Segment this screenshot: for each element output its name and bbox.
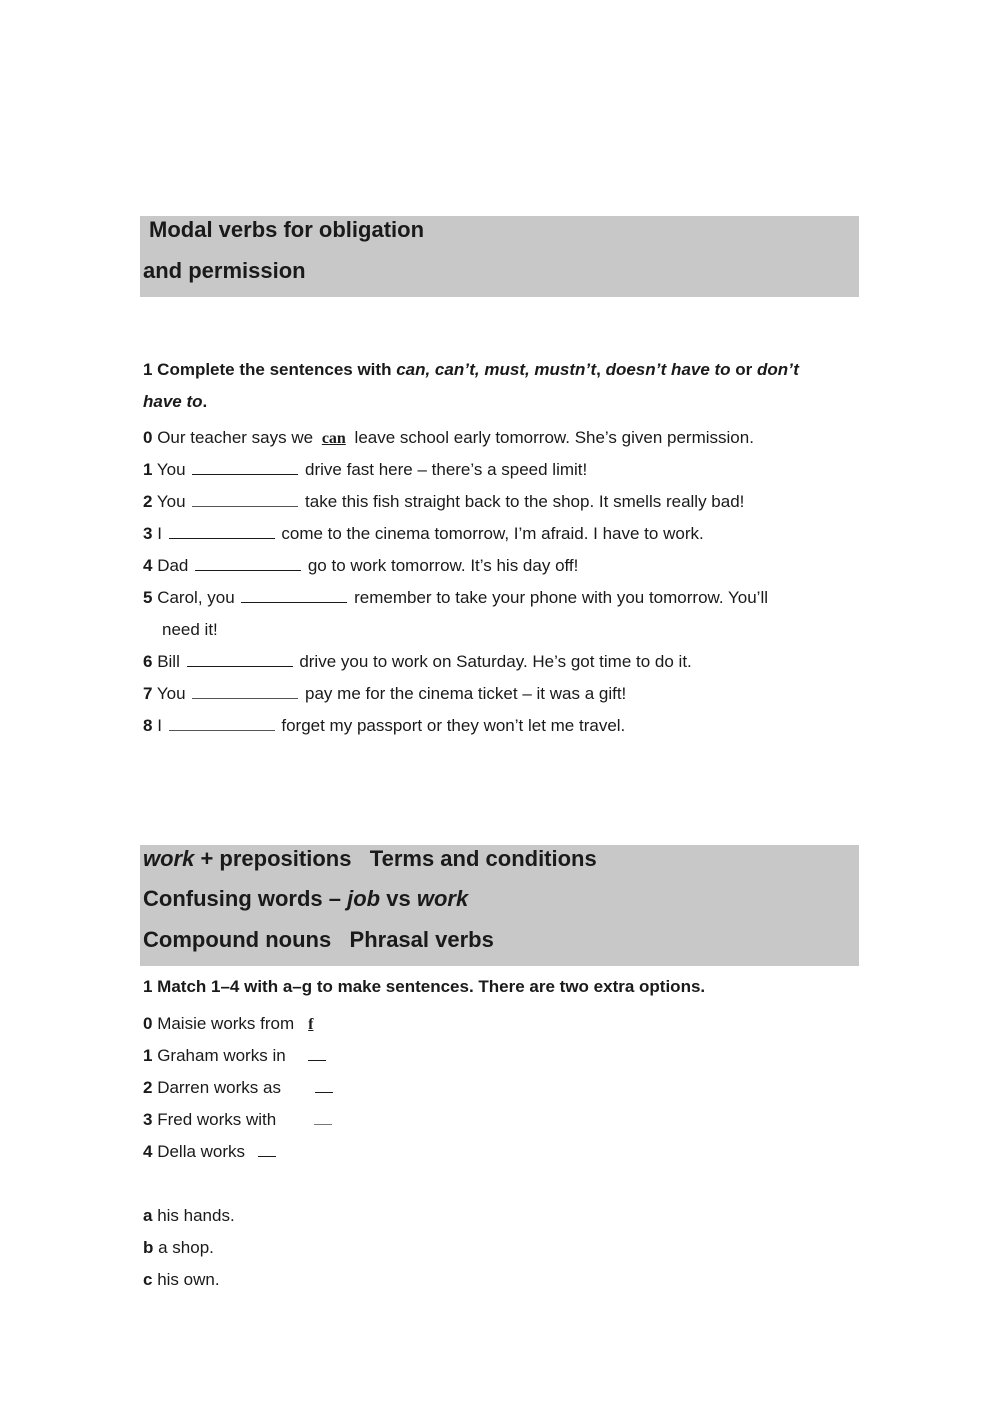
sentence-item-5: 5 Carol, you remember to take your phone with you tomorrow. You’ll xyxy=(143,588,769,607)
sentence-item-2: 2 You take this fish straight back to the shop. It smells really bad! xyxy=(143,492,745,511)
answer-blank-8[interactable] xyxy=(169,729,275,731)
answer-blank-7[interactable] xyxy=(192,697,298,699)
answer-blank-4[interactable] xyxy=(195,569,301,571)
match-item-3: 3 Fred works with xyxy=(143,1109,332,1131)
sentence-item-0: 0 Our teacher says we can leave school early tomorrow. She’s given permission. xyxy=(143,428,754,447)
answer-blank-6[interactable] xyxy=(187,665,293,667)
match-item-0: 0 Maisie works from f xyxy=(143,1013,317,1036)
sentence-item-6: 6 Bill drive you to work on Saturday. He’s got time to do it. xyxy=(143,652,692,671)
match-item-4: 4 Della works xyxy=(143,1141,276,1163)
sentence-item-4: 4 Dad go to work tomorrow. It’s his day off! xyxy=(143,556,579,575)
exercise-instruction-cont: have to. xyxy=(143,392,208,411)
option-a: a his hands. xyxy=(143,1206,235,1225)
answer-blank-5[interactable] xyxy=(241,601,347,603)
section2-title-line1: work + prepositions Terms and conditions xyxy=(143,846,597,871)
section-title-line1: Modal verbs for obligation xyxy=(149,217,425,242)
match-item-1: 1 Graham works in xyxy=(143,1045,326,1067)
match-blank-2[interactable] xyxy=(315,1091,333,1093)
match-instruction: 1 Match 1–4 with a–g to make sentences. There are two extra options. xyxy=(143,977,706,996)
answer-blank-3[interactable] xyxy=(169,537,275,539)
sentence-item-7: 7 You pay me for the cinema ticket – it was a gift! xyxy=(143,684,627,703)
example-match-answer: f xyxy=(308,1016,314,1033)
sentence-item-5-cont: need it! xyxy=(162,620,218,639)
match-item-2: 2 Darren works as xyxy=(143,1077,333,1099)
answer-blank-1[interactable] xyxy=(192,473,298,475)
option-b: b a shop. xyxy=(143,1238,214,1257)
match-blank-4[interactable] xyxy=(258,1155,276,1157)
sentence-item-1: 1 You drive fast here – there’s a speed limit! xyxy=(143,460,588,479)
sentence-item-8: 8 I forget my passport or they won’t let me travel. xyxy=(143,716,626,735)
section-title-line2: and permission xyxy=(143,258,306,283)
match-blank-1[interactable] xyxy=(308,1059,326,1061)
sentence-item-3: 3 I come to the cinema tomorrow, I’m afraid. I have to work. xyxy=(143,524,704,543)
exercise-instruction: 1 Complete the sentences with can, can’t, must, mustn’t, doesn’t have to or don’t xyxy=(143,360,799,379)
section2-title-line3: Compound nouns Phrasal verbs xyxy=(143,927,494,952)
example-answer: can xyxy=(321,430,346,447)
section2-title-line2: Confusing words – job vs work xyxy=(143,886,469,911)
option-c: c his own. xyxy=(143,1270,220,1289)
match-blank-3[interactable] xyxy=(314,1123,332,1125)
answer-blank-2[interactable] xyxy=(192,505,298,507)
